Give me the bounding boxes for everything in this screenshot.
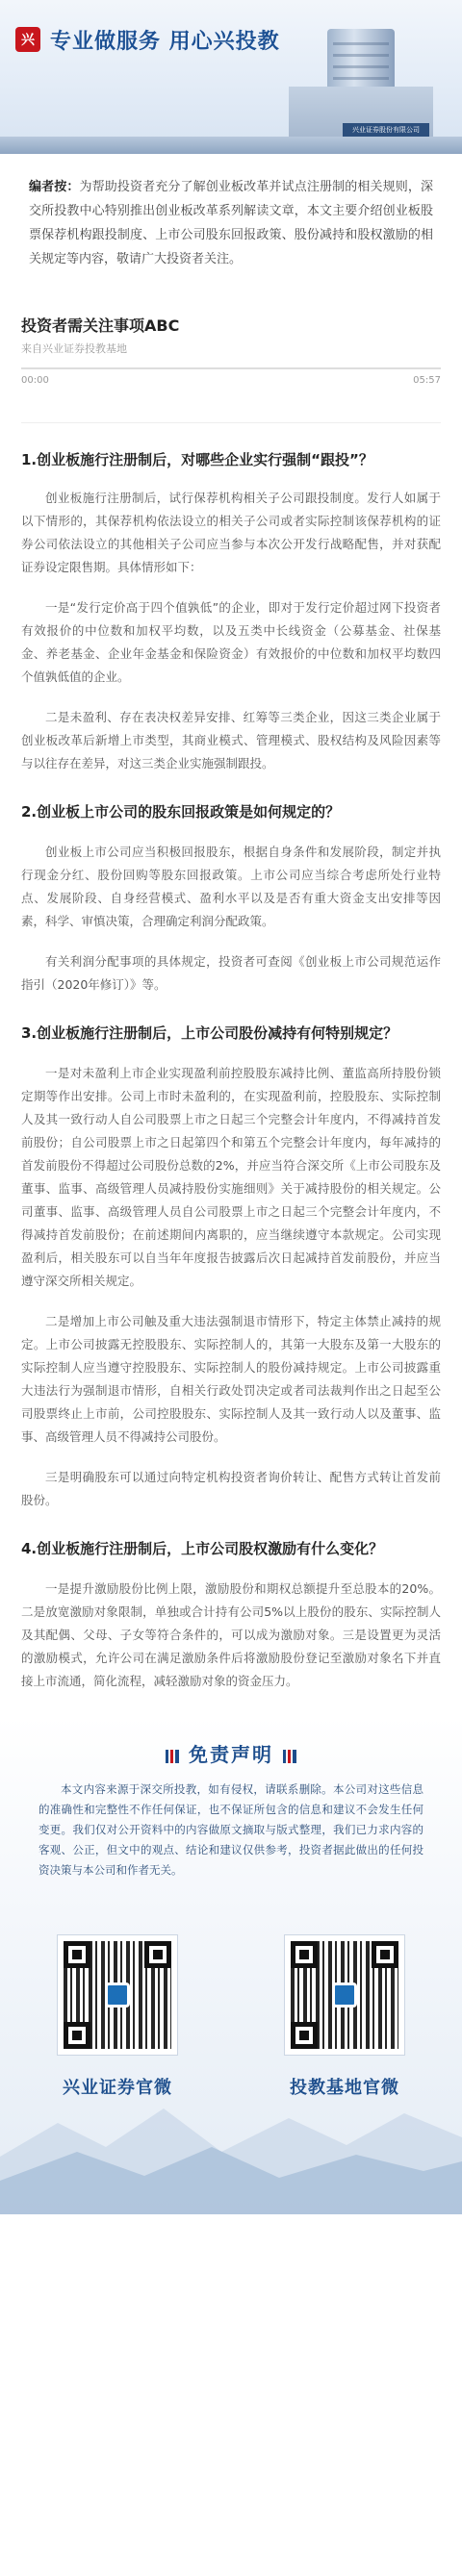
question-heading: 1.创业板施行注册制后，对哪些企业实行强制“跟投”？ [21, 451, 373, 468]
header-banner [0, 0, 462, 154]
paragraph: 有关利润分配事项的具体规定，投资者可查阅《创业板上市公司规范运作指引（2020年修订）》等。 [21, 954, 441, 992]
question-heading: 4.创业板施行注册制后，上市公司股权激励有什么变化？ [21, 1540, 384, 1557]
banner-slogan: 专业做服务 用心兴投教 [50, 29, 280, 54]
qr-code-right[interactable] [285, 1935, 404, 2055]
qr-left-label: 兴业证券官微 [63, 2078, 172, 2098]
paragraph: 一是提升激励股份比例上限，激励股份和期权总额提升至总股本的20%。二是放宽激励对象限制，单独或合计持有公司5%以上股份的股东、实际控制人及其配偶、父母、子女等符合条件的，可以成为激励对象。三是设置更为灵活的激励模式，允许公司在满足激励条件后将激励股份登记至激励对象名下并直接上市流通，简化流程，减轻激励对象的资金压力。 [21, 1581, 441, 1688]
divider [21, 422, 441, 423]
disclaimer-panel [0, 1716, 462, 2214]
paragraph: 创业板上市公司应当积极回报股东，根据自身条件和发展阶段，制定并执行现金分红、股份回购等股东回报政策。上市公司应当综合考虑所处行业特点、发展阶段、自身经营模式、盈利水平以及是否有重大资金支出安排等因素，科学、审慎决策，合理确定利润分配政策。 [21, 845, 441, 928]
paragraph: 二是增加上市公司触及重大违法强制退市情形下，特定主体禁止减持的规定。上市公司披露无控股股东、实际控制人的，其第一大股东及第一大股东的实际控制人应当遵守控股股东、实际控制人的股份减持规定。上市公司披露重大违法行为强制退市情形，自相关行政处罚决定或者司法裁判作出之日起至公司股票终止上市前，公司控股股东、实际控制人及其一致行动人以及董事、监事、高级管理人员不得减持公司股份。 [21, 1314, 441, 1444]
building-illustration [289, 10, 433, 154]
paragraph: 一是对未盈利上市企业实现盈利前控股股东减持比例、董监高所持股份锁定期等作出安排。公司上市时未盈利的，在实现盈利前，控股股东、实际控制人及其一致行动人自公司股票上市之日起三个完整会计年度内，不得减持首发前股份；自公司股票上市之日起第四个和第五个完整会计年度内，每年减持的首发前股份不得超过公司股份总数的2%，并应当符合深交所《上市公司股东及董事、监事、高级管理人员减持股份实施细则》关于减持股份的相关规定。公司董事、监事、高级管理人员自公司股票上市之日起三个完整会计年度内，不得减持首发前股份；在前述期间内离职的，应当继续遵守本款规定。公司实现盈利后，相关股东可以自当年年度报告披露后次日起减持首发前股份，并应当遵守深交所相关规定。 [21, 1066, 441, 1288]
brand-logo-icon: 兴 [15, 27, 40, 52]
audio-title: 投资者需关注事项ABC [21, 316, 180, 335]
question-heading: 2.创业板上市公司的股东回报政策是如何规定的？ [21, 803, 341, 821]
building-sign: 兴业证券股份有限公司 [343, 123, 429, 137]
disclaimer-text: 本文内容来源于深交所投教，如有侵权，请联系删除。本公司对这些信息的准确性和完整性不作任何保证，也不保证所包含的信息和建议不会发生任何变更。我们仅对公开资料中的内容做原文摘取与版式整理，我们已力求内容的客观、公正，但文中的观点、结论和建议仅供参考，投资者据此做出的任何投资决策与本公司和作者无关。 [38, 1782, 424, 1877]
qr-right-label: 投教基地官微 [290, 2078, 399, 2098]
editor-note [0, 154, 462, 271]
paragraph: 一是“发行定价高于四个值孰低”的企业，即对于发行定价超过网下投资者有效报价的中位数和加权平均数，以及五类中长线资金（公募基金、社保基金、养老基金、企业年金基金和保险资金）有效报价的中位数和加权平均数四个值孰低值的企业。 [21, 600, 441, 684]
paragraph: 三是明确股东可以通过向特定机构投资者询价转让、配售方式转让首发前股份。 [21, 1470, 441, 1507]
audio-current-time: 00:00 [21, 375, 49, 386]
article-body [0, 448, 462, 1693]
audio-source: 来自兴业证券投教基地 [21, 342, 127, 355]
disclaimer-title [0, 1739, 462, 1767]
audio-player[interactable] [21, 304, 441, 393]
qr-code-left[interactable] [58, 1935, 177, 2055]
editor-note-label: 编者按： [29, 180, 80, 194]
flag-left-icon [166, 1750, 179, 1763]
paragraph: 创业板施行注册制后，试行保荐机构相关子公司跟投制度。发行人如属于以下情形的，其保荐机构依法设立的相关子公司或者实际控制该保荐机构的证券公司依法设立的其他相关子公司应当参与本次公开发行战略配售，并对获配证券设定限售期。具体情形如下： [21, 491, 441, 574]
question-heading: 3.创业板施行注册制后，上市公司股份减持有何特别规定？ [21, 1024, 398, 1042]
disclaimer-title-text: 免责声明 [189, 1743, 273, 1766]
flag-right-icon [283, 1750, 296, 1763]
audio-duration: 05:57 [413, 375, 441, 386]
paragraph: 二是未盈利、存在表决权差异安排、红筹等三类企业，因这三类企业属于创业板改革后新增上市类型，其商业模式、管理模式、股权结构及风险因素等与以往存在差异，对这三类企业实施强制跟投。 [21, 710, 441, 770]
editor-note-text: 为帮助投资者充分了解创业板改革并试点注册制的相关规则，深交所投教中心特别推出创业板改革系列解读文章，本文主要介绍创业板股票保荐机构跟投制度、上市公司股东回报政策、股份减持和股权激励的相关规定等内容，敬请广大投资者关注。 [29, 180, 433, 266]
audio-progress-bar[interactable] [21, 367, 441, 369]
